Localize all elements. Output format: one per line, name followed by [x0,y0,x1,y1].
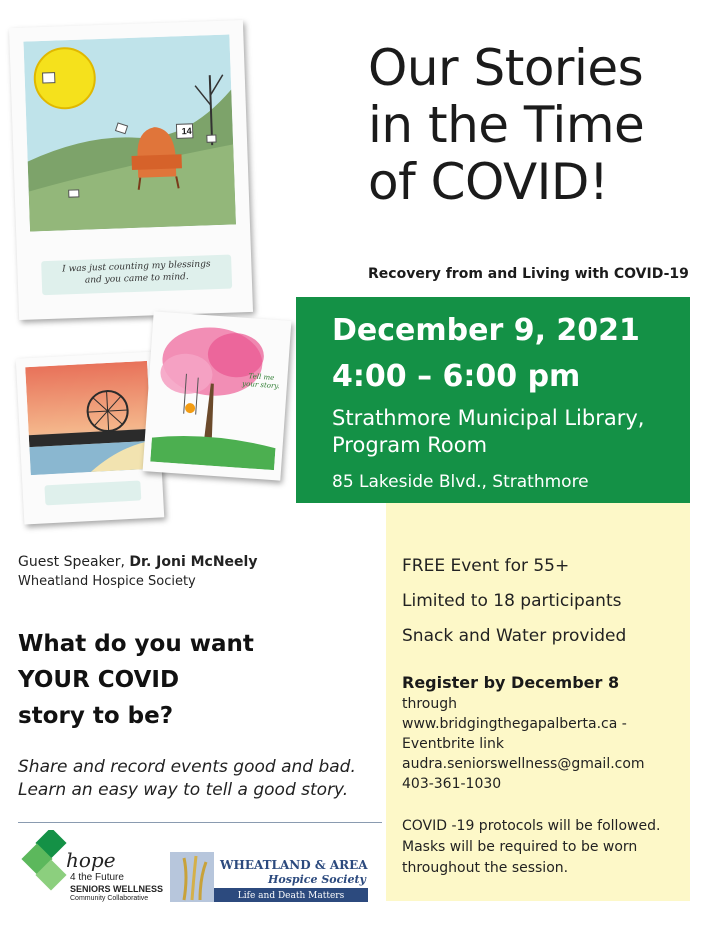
share-line2: Learn an easy way to tell a good story. [18,780,349,800]
hope-seniors-wellness: SENIORS WELLNESS [70,884,164,894]
artwork-card-blessings [9,20,253,320]
artwork-card-sunset [16,351,164,524]
title-line1: Our Stories [368,39,644,97]
guest-speaker [18,552,257,592]
ferris-wheel-painting [25,361,152,475]
divider [18,822,382,823]
hope-tagline: 4 the Future [70,872,124,883]
speaker-org: Wheatland Hospice Society [18,574,196,589]
event-details-block [296,297,690,503]
subtitle: Recovery from and Living with COVID-19 [368,266,689,282]
share-line1: Share and record events good and bad. [18,757,356,777]
register-website[interactable]: www.bridgingthegapalberta.ca - [402,716,627,732]
artwork-caption-line1: I was just counting my blessings [62,259,211,275]
contact-email[interactable]: audra.seniorswellness@gmail.com [402,756,645,772]
wheatland-society: Hospice Society [268,873,366,886]
registration-block [386,503,690,901]
feature-snack: Snack and Water provided [402,626,627,646]
event-time: 4:00 – 6:00 pm [332,359,581,394]
question-heading [18,626,318,734]
feature-free: FREE Event for 55+ [402,556,570,576]
speaker-name: Dr. Joni McNeely [129,554,258,570]
covid-protocols: COVID -19 protocols will be followed. Masks will be required to be worn throughout the session. [402,818,661,876]
title-line3: of COVID! [368,153,609,211]
wheatland-tagline: Life and Death Matters [237,891,345,901]
artwork-caption-ribbon-2 [44,480,141,505]
armchair-painting [23,34,236,231]
register-eventbrite[interactable]: Eventbrite link [402,736,504,752]
page-title [368,40,698,211]
artwork-card-tree [143,311,292,480]
event-date: December 9, 2021 [332,313,640,348]
artwork-caption-line2: and you came to mind. [84,272,189,286]
tree-caption: Tell me your story. [241,372,280,391]
contact-phone: 403-361-1030 [402,776,502,792]
wheat-icon [170,852,214,902]
question-line2: YOUR COVID [18,667,180,693]
wheatland-name: WHEATLAND & AREA [220,858,368,872]
feature-limited: Limited to 18 participants [402,591,622,611]
register-through: through [402,696,458,712]
speaker-prefix: Guest Speaker, [18,554,130,570]
hope-community: Community Collaborative [70,895,149,902]
tree-swing-painting [150,320,284,470]
event-address: 85 Lakeside Blvd., Strathmore [332,472,589,492]
calendar-number: 14 [181,125,192,137]
question-line3: story to be? [18,703,174,729]
question-line1: What do you want [18,631,254,657]
title-line2: in the Time [368,96,645,154]
hope-wordmark: hope [66,848,116,872]
event-venue-line2: Program Room [332,433,488,457]
register-heading: Register by December 8 [402,673,620,692]
share-text [18,756,378,802]
event-venue-line1: Strathmore Municipal Library, [332,406,645,430]
